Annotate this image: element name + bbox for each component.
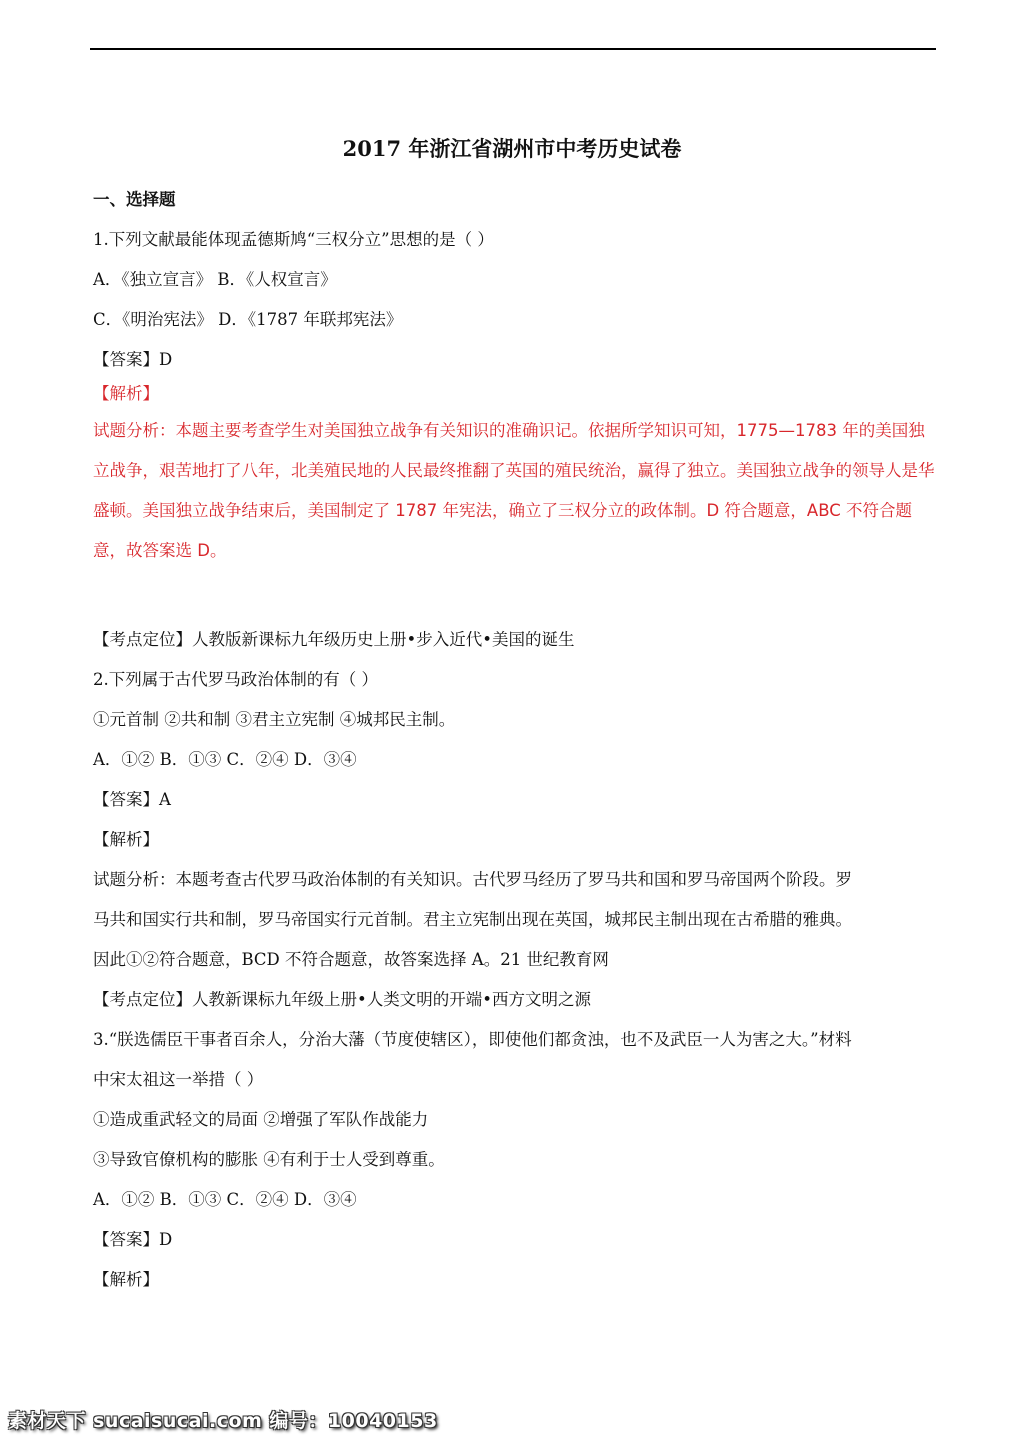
q1-analysis-label: 【解析】 <box>93 384 159 403</box>
q3-stem-line2: 中宋太祖这一举措（ ） <box>93 1070 264 1089</box>
q1-analysis: 试题分析：本题主要考查学生对美国独立战争有关知识的准确识记。依据所学知识可知，1775—1783 年的美国独立战争，艰苦地打了八年，北美殖民地的人民最终推翻了英国的殖民统治，赢得了独立。美国独立战争的领导人是华盛顿。美国独立战争结束后，美国制定了 1787 年宪法，确立了三权分立的政体制。D 符合题意，ABC 不符合题意，故答案选 D。 <box>93 421 935 560</box>
q2-stem: 2.下列属于古代罗马政治体制的有（ ） <box>93 670 378 689</box>
watermark: 素材天下 sucaisucai.com 编号：10040153 <box>8 1410 438 1432</box>
q2-answer: 【答案】A <box>93 790 171 809</box>
q2-analysis-line3: 因此①②符合题意，BCD 不符合题意，故答案选择 A。21 世纪教育网 <box>93 950 609 969</box>
q2-items: ①元首制 ②共和制 ③君主立宪制 ④城邦民主制。 <box>93 710 456 729</box>
page-title: 2017 年浙江省湖州市中考历史试卷 <box>342 136 682 161</box>
q3-answer: 【答案】D <box>93 1230 173 1249</box>
q2-analysis-line2: 马共和国实行共和制，罗马帝国实行元首制。君主立宪制出现在英国，城邦民主制出现在古希腊的雅典。 <box>93 910 852 929</box>
q2-analysis-line1: 试题分析：本题考查古代罗马政治体制的有关知识。古代罗马经历了罗马共和国和罗马帝国两个阶段。罗 <box>93 870 852 889</box>
q3-options: A．①② B．①③ C．②④ D．③④ <box>93 1190 357 1209</box>
q3-analysis-label: 【解析】 <box>93 1270 159 1289</box>
q1-answer: 【答案】D <box>93 350 173 369</box>
q3-stem-line1: 3.“朕选儒臣干事者百余人，分治大藩（节度使辖区），即使他们都贪浊，也不及武臣一人为害之大。”材料 <box>93 1030 852 1049</box>
q1-options-cd: C．《明治宪法》 D．《1787 年联邦宪法》 <box>93 310 403 329</box>
q1-kaodian: 【考点定位】人教版新课标九年级历史上册•步入近代•美国的诞生 <box>93 630 575 649</box>
q2-options: A．①② B．①③ C．②④ D．③④ <box>93 750 357 769</box>
section-heading: 一、选择题 <box>93 190 176 209</box>
q1-options-ab: A．《独立宣言》 B．《人权宣言》 <box>93 270 337 289</box>
q3-items-line2: ③导致官僚机构的膨胀 ④有利于士人受到尊重。 <box>93 1150 445 1169</box>
header-rule <box>90 48 936 50</box>
q3-items-line1: ①造成重武轻文的局面 ②增强了军队作战能力 <box>93 1110 429 1129</box>
q2-kaodian: 【考点定位】人教新课标九年级上册•人类文明的开端•西方文明之源 <box>93 990 591 1009</box>
q1-stem: 1.下列文献最能体现孟德斯鸠“三权分立”思想的是（ ） <box>93 230 494 249</box>
q2-analysis-label: 【解析】 <box>93 830 159 849</box>
